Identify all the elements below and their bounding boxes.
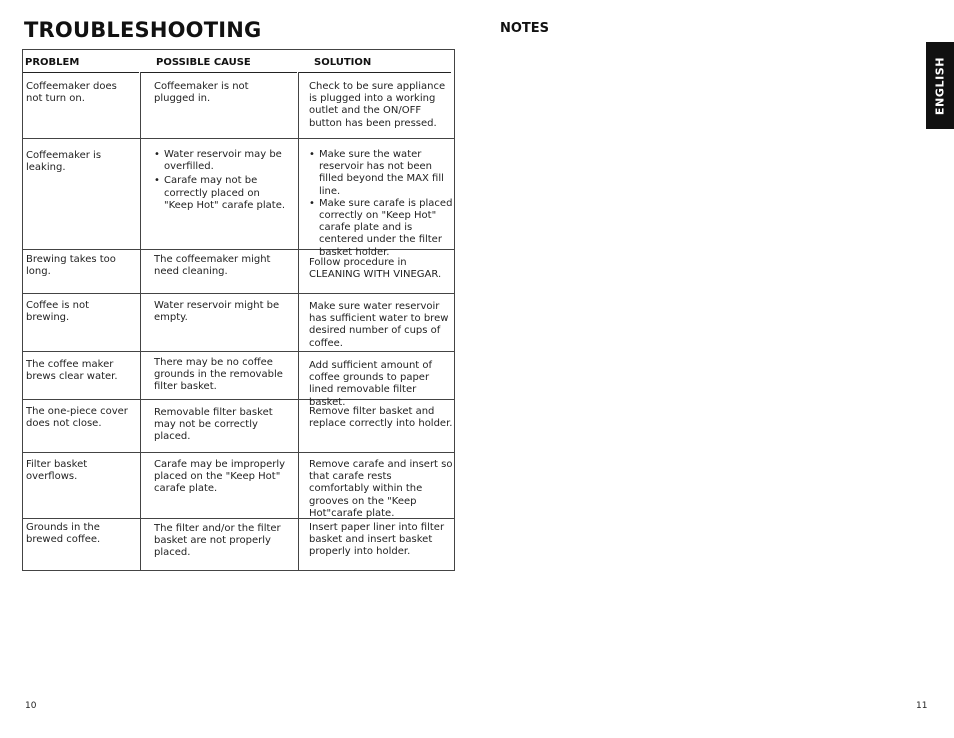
header-solution: SOLUTION: [314, 57, 372, 68]
solution-bullet: • Make sure carafe is placed correctly on "Keep Hot" carafe plate and is centered under the filter basket holder.: [309, 198, 453, 259]
language-tab-label: ENGLISH: [933, 56, 947, 115]
page-number-left: 10: [25, 701, 37, 711]
cause-cell: Removable filter basket may not be correctly placed.: [154, 407, 273, 443]
cause-cell: [154, 149, 290, 214]
page-number-right: 11: [916, 701, 928, 711]
troubleshooting-table: [22, 49, 455, 571]
row-divider: [23, 452, 454, 453]
cause-bullet: • Carafe may not be correctly placed on "Keep Hot" carafe plate.: [154, 175, 290, 212]
row-divider: [23, 293, 454, 294]
header-underline: [299, 72, 451, 73]
cause-cell: There may be no coffee grounds in the removable filter basket.: [154, 357, 283, 393]
solution-cell: Make sure water reservoir has sufficient water to brew desired number of cups of coffee.: [309, 301, 449, 349]
problem-cell: Coffeemaker does not turn on.: [26, 81, 117, 105]
row-divider: [23, 351, 454, 352]
problem-cell: The coffee maker brews clear water.: [26, 359, 118, 383]
cause-cell: Carafe may be improperly placed on the "Keep Hot" carafe plate.: [154, 459, 286, 495]
solution-cell: Check to be sure appliance is plugged into a working outlet and the ON/OFF button has been pressed.: [309, 81, 446, 129]
problem-cell: The one-piece cover does not close.: [26, 406, 128, 430]
problem-cell: Filter basket overflows.: [26, 459, 88, 483]
solution-cell: [309, 149, 453, 261]
column-divider: [298, 72, 299, 571]
header-possible-cause: POSSIBLE CAUSE: [156, 57, 251, 68]
problem-cell: Coffee is not brewing.: [26, 300, 90, 324]
row-divider: [23, 138, 454, 139]
cause-bullet: • Water reservoir may be overfilled.: [154, 149, 290, 173]
solution-cell: Remove carafe and insert so that carafe rests comfortably within the grooves on the "Keep Hot"carafe plate.: [309, 459, 453, 519]
solution-cell: Follow procedure in CLEANING WITH VINEGAR.: [309, 257, 442, 281]
header-underline: [23, 72, 139, 73]
cause-cell: Coffeemaker is not plugged in.: [154, 81, 249, 105]
language-tab: [926, 42, 954, 129]
solution-cell: Remove filter basket and replace correctly into holder.: [309, 406, 453, 430]
header-problem: PROBLEM: [25, 57, 80, 68]
cause-cell: The filter and/or the filter basket are not properly placed.: [154, 523, 281, 559]
cause-cell: The coffeemaker might need cleaning.: [154, 254, 271, 278]
problem-cell: Brewing takes too long.: [26, 254, 116, 278]
column-divider: [140, 72, 141, 571]
solution-bullet: • Make sure the water reservoir has not been filled beyond the MAX fill line.: [309, 149, 453, 198]
notes-title: NOTES: [500, 21, 550, 36]
solution-cell: Insert paper liner into filter basket and insert basket properly into holder.: [309, 522, 445, 558]
cause-cell: Water reservoir might be empty.: [154, 300, 280, 324]
problem-cell: Grounds in the brewed coffee.: [26, 522, 101, 546]
header-underline: [141, 72, 297, 73]
problem-cell: Coffeemaker is leaking.: [26, 150, 102, 174]
solution-cell: Add sufficient amount of coffee grounds to paper lined removable filter basket.: [309, 360, 433, 408]
page-title: TROUBLESHOOTING: [24, 18, 262, 42]
